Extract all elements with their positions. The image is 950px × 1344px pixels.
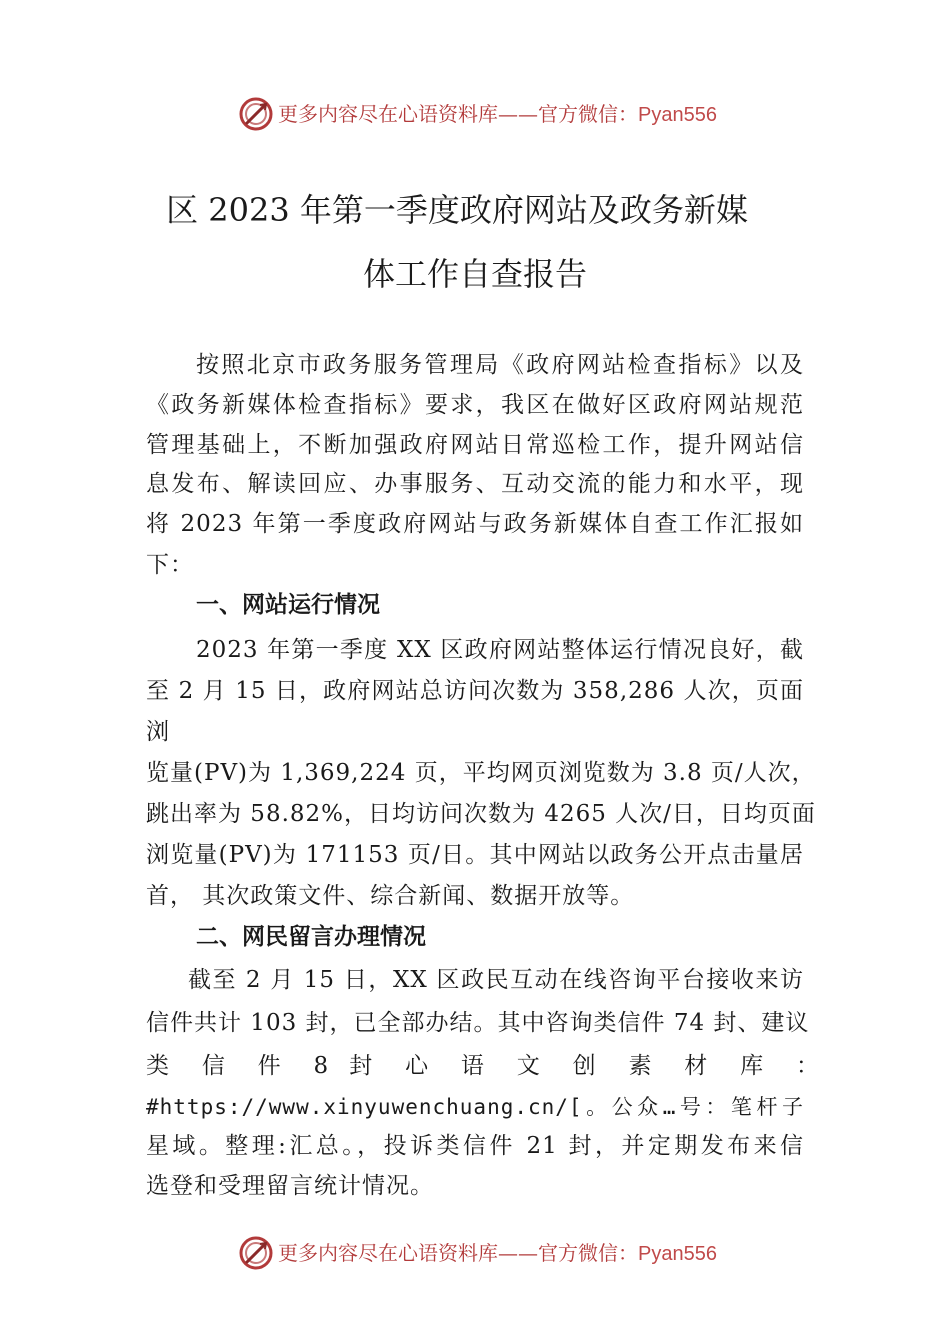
section-1-line: 浏 (146, 719, 170, 745)
section-2-heading: 二、网民留言办理情况 (196, 924, 426, 950)
section-2-line: 选登和受理留言统计情况。 (146, 1173, 434, 1199)
footer-watermark (0, 1233, 950, 1273)
section-1-line: 2023 年第一季度 XX 区政府网站整体运行情况良好，截 (196, 637, 804, 663)
watermark-wechat-id: Pyan556 (638, 104, 717, 126)
intro-line: 管理基础上，不断加强政府网站日常巡检工作，提升网站信 (146, 432, 804, 458)
section-2-line: 信件共计 103 封，已全部办结。其中咨询类信件 74 封、建议 (146, 1010, 810, 1036)
watermark-wechat-id: Pyan556 (638, 1243, 717, 1265)
section-2-line: 类 信 件 8 封 心 语 文 创 素 材 库 ： (146, 1053, 820, 1079)
watermark-text (278, 1239, 717, 1268)
section-1-line: 浏览量(PV)为 171153 页/日。其中网站以政务公开点击量居 (146, 842, 804, 868)
watermark-brand: 更多内容尽在心语资料库——官方微信： (278, 102, 638, 126)
header-watermark (0, 94, 950, 134)
section-2-line: 星域。整理:汇总。，投诉类信件 21 封，并定期发布来信 (146, 1133, 804, 1159)
section-1-line: 首， 其次政策文件、综合新闻、数据开放等。 (146, 883, 635, 909)
section-1-line: 览量(PV)为 1,369,224 页，平均网页浏览数为 3.8 页/人次， (146, 760, 816, 786)
watermark-brand: 更多内容尽在心语资料库——官方微信： (278, 1241, 638, 1265)
logo-icon (238, 96, 274, 132)
document-title-line-1: 区 2023 年第一季度政府网站及政务新媒 (166, 191, 748, 229)
section-2-line: #https://www.xinyuwenchuang.cn/[。公众…号：笔杆子 (146, 1095, 804, 1119)
intro-line: 将 2023 年第一季度政府网站与政务新媒体自查工作汇报如 (146, 511, 804, 537)
intro-line: 下： (146, 552, 194, 578)
intro-line: 息发布、解读回应、办事服务、互动交流的能力和水平，现 (146, 471, 804, 497)
section-1-line: 跳出率为 58.82%，日均访问次数为 4265 人次/日，日均页面 (146, 801, 816, 827)
section-1-heading: 一、网站运行情况 (196, 592, 380, 618)
watermark-text (278, 100, 717, 129)
intro-line: 按照北京市政务服务管理局《政府网站检查指标》以及 (196, 352, 804, 378)
section-2-line: 截至 2 月 15 日，XX 区政民互动在线咨询平台接收来访 (188, 967, 804, 993)
logo-icon (238, 1235, 274, 1271)
intro-line: 《政务新媒体检查指标》要求，我区在做好区政府网站规范 (146, 392, 804, 418)
section-1-line: 至 2 月 15 日，政府网站总访问次数为 358,286 人次，页面 (146, 678, 804, 704)
document-title-line-2: 体工作自查报告 (362, 255, 587, 293)
